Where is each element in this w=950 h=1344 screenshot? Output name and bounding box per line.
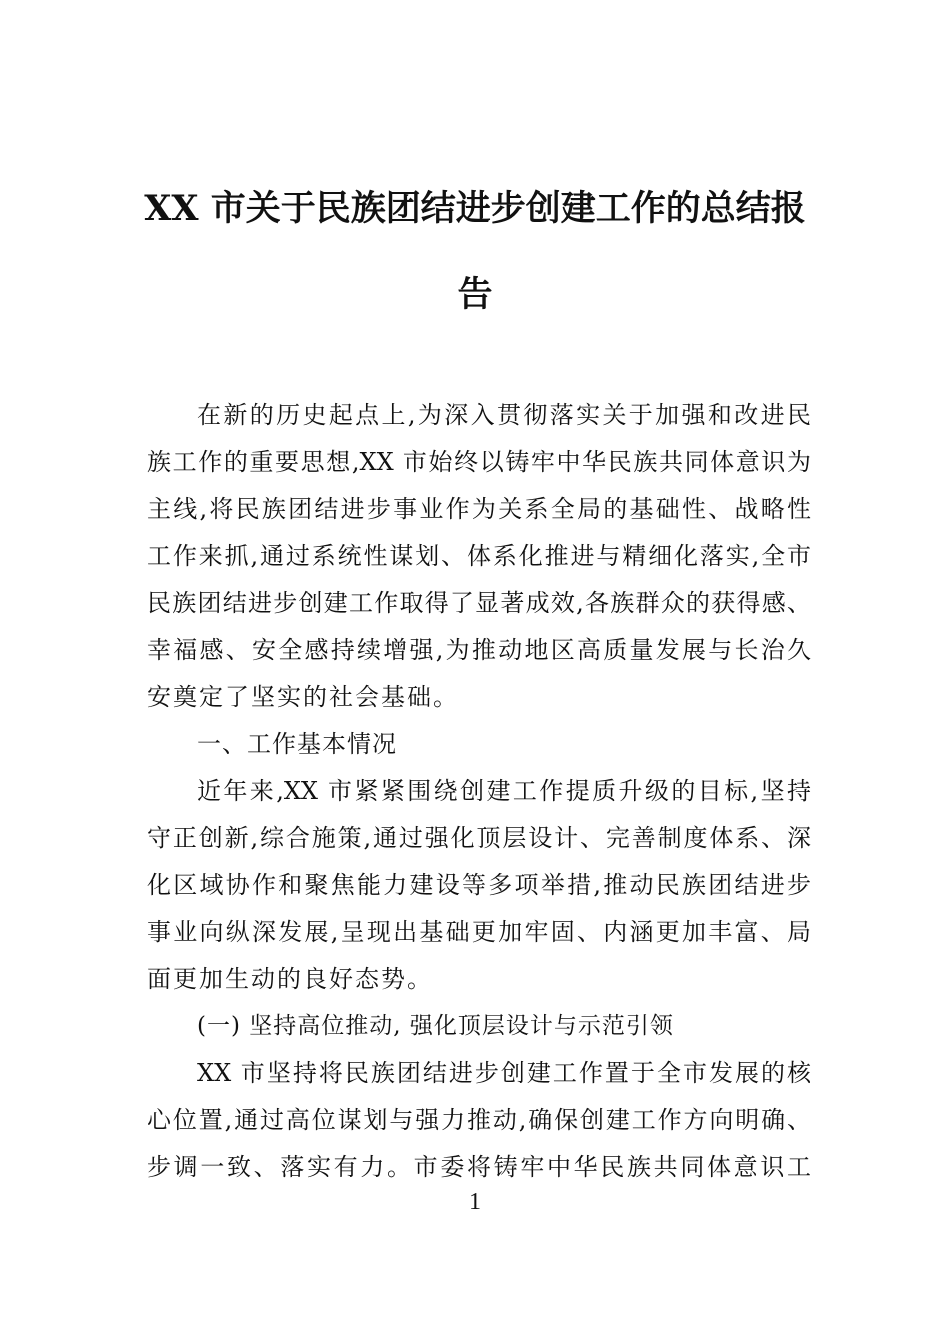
paragraph-line: 族工作的重要思想,XX 市始终以铸牢中华民族共同体意识为 bbox=[147, 448, 811, 476]
paragraph-line: 守正创新,综合施策,通过强化顶层设计、完善制度体系、深 bbox=[147, 824, 811, 852]
section-heading: 一、工作基本情况 bbox=[197, 730, 397, 758]
document-body bbox=[147, 392, 811, 1191]
paragraph-line: 事业向纵深发展,呈现出基础更加牢固、内涵更加丰富、局 bbox=[147, 918, 811, 946]
paragraph-line: XX 市坚持将民族团结进步创建工作置于全市发展的核 bbox=[197, 1059, 811, 1087]
title-line: 告 bbox=[457, 274, 493, 315]
paragraph-line: 面更加生动的良好态势。 bbox=[147, 965, 433, 993]
title-line: XX 市关于民族团结进步创建工作的总结报 bbox=[144, 188, 806, 229]
paragraph-line: 幸福感、安全感持续增强,为推动地区高质量发展与长治久 bbox=[147, 636, 811, 664]
page-number: 1 bbox=[469, 1189, 481, 1215]
paragraph-line: 工作来抓,通过系统性谋划、体系化推进与精细化落实,全市 bbox=[147, 542, 811, 570]
paragraph-line: 心位置,通过高位谋划与强力推动,确保创建工作方向明确、 bbox=[147, 1106, 811, 1134]
paragraph-line: 安奠定了坚实的社会基础。 bbox=[147, 683, 459, 711]
paragraph-line: 步调一致、落实有力。市委将铸牢中华民族共同体意识工 bbox=[147, 1153, 811, 1181]
paragraph-line: 在新的历史起点上,为深入贯彻落实关于加强和改进民 bbox=[197, 401, 811, 429]
paragraph-line: 民族团结进步创建工作取得了显著成效,各族群众的获得感、 bbox=[147, 589, 811, 617]
paragraph-line: 化区域协作和聚焦能力建设等多项举措,推动民族团结进步 bbox=[147, 871, 811, 899]
paragraph-line: 主线,将民族团结进步事业作为关系全局的基础性、战略性 bbox=[147, 495, 811, 523]
subsection-heading: (一) 坚持高位推动, 强化顶层设计与示范引领 bbox=[197, 1013, 674, 1039]
paragraph-line: 近年来,XX 市紧紧围绕创建工作提质升级的目标,坚持 bbox=[197, 777, 811, 805]
document-title bbox=[130, 166, 820, 338]
